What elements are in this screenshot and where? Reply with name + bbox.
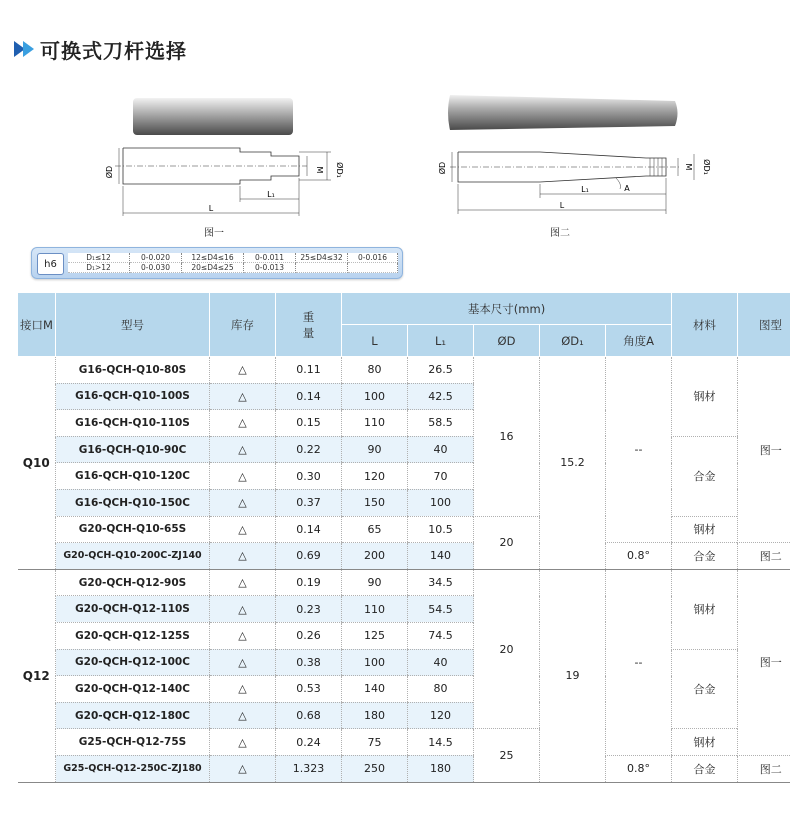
stock-cell: △: [210, 463, 276, 490]
stock-cell: △: [210, 649, 276, 676]
stock-cell: △: [210, 410, 276, 437]
model-cell: G16-QCH-Q10-110S: [56, 410, 210, 437]
fig2-dim-d1: ØD₁: [702, 159, 711, 175]
d-cell: 25: [474, 729, 540, 782]
fig2-dim-m: M: [684, 163, 693, 171]
weight-cell: 0.68: [276, 702, 342, 729]
tolerance-cell: [348, 263, 398, 273]
d1-cell: 15.2: [540, 357, 606, 570]
table-row: [18, 649, 790, 676]
material-cell: 合金: [672, 543, 738, 570]
header-l1: L₁: [408, 325, 474, 357]
weight-cell: 0.26: [276, 622, 342, 649]
model-cell: G16-QCH-Q10-120C: [56, 463, 210, 490]
figure-1: [95, 92, 355, 222]
l-cell: 90: [342, 436, 408, 463]
model-cell: G20-QCH-Q10-200C-ZJ140: [56, 543, 210, 570]
weight-cell: 0.19: [276, 569, 342, 596]
l-cell: 180: [342, 702, 408, 729]
l-cell: 100: [342, 383, 408, 410]
model-cell: G16-QCH-Q10-150C: [56, 489, 210, 516]
l1-cell: 140: [408, 543, 474, 570]
fig1-dim-d: ØD: [105, 165, 114, 179]
interface-q10: Q10: [18, 357, 56, 570]
tolerance-cell: 25≤D4≤32: [296, 253, 348, 263]
l-cell: 140: [342, 676, 408, 703]
model-cell: G25-QCH-Q12-250C-ZJ180: [56, 755, 210, 782]
fig2-dim-d: ØD: [438, 161, 447, 175]
model-cell: G20-QCH-Q12-100C: [56, 649, 210, 676]
table-row: [18, 436, 790, 463]
angle-cell: 0.8°: [606, 755, 672, 782]
figure-cell: 图一: [738, 569, 790, 755]
stock-cell: △: [210, 436, 276, 463]
l1-cell: 40: [408, 649, 474, 676]
fig2-dim-l1: L₁: [581, 185, 589, 194]
header-model: 型号: [56, 293, 210, 357]
header-figure: 图型: [738, 293, 790, 357]
l-cell: 75: [342, 729, 408, 756]
l-cell: 200: [342, 543, 408, 570]
tolerance-class: h6: [37, 253, 64, 275]
material-cell: 合金: [672, 755, 738, 782]
material-cell: 钢材: [672, 729, 738, 756]
header-l: L: [342, 325, 408, 357]
model-cell: G25-QCH-Q12-75S: [56, 729, 210, 756]
l1-cell: 80: [408, 676, 474, 703]
l1-cell: 70: [408, 463, 474, 490]
stock-cell: △: [210, 755, 276, 782]
weight-cell: 0.14: [276, 383, 342, 410]
stock-cell: △: [210, 543, 276, 570]
fig1-dim-d1: ØD₁: [335, 162, 344, 178]
fig1-dim-l: L: [208, 204, 214, 213]
l1-cell: 34.5: [408, 569, 474, 596]
figure-1-caption: 图一: [204, 228, 224, 239]
tolerance-cell: [296, 263, 348, 273]
fig1-dim-l1: L₁: [267, 190, 275, 199]
stock-cell: △: [210, 596, 276, 623]
interface-q12: Q12: [18, 569, 56, 782]
table-row: [18, 569, 790, 596]
d-cell: 20: [474, 569, 540, 729]
stock-cell: △: [210, 383, 276, 410]
weight-cell: 0.24: [276, 729, 342, 756]
figure-2-drawing: [430, 88, 720, 223]
l-cell: 250: [342, 755, 408, 782]
l-cell: 100: [342, 649, 408, 676]
tolerance-cell: 0-0.030: [130, 263, 182, 273]
model-cell: G20-QCH-Q12-180C: [56, 702, 210, 729]
fig2-dim-a: A: [624, 184, 630, 193]
d-cell: 20: [474, 516, 540, 569]
fig2-dim-l: L: [559, 201, 565, 210]
table-row: [18, 516, 790, 543]
stock-cell: △: [210, 702, 276, 729]
tolerance-cell: D₁≤12: [68, 253, 130, 263]
page-title: [14, 36, 187, 62]
model-cell: G16-QCH-Q10-80S: [56, 357, 210, 384]
angle-cell: 0.8°: [606, 543, 672, 570]
header-d1: ØD₁: [540, 325, 606, 357]
header-weight: 重量: [276, 293, 342, 357]
header-d: ØD: [474, 325, 540, 357]
table-row: [18, 357, 790, 384]
weight-cell: 0.53: [276, 676, 342, 703]
weight-cell: 0.11: [276, 357, 342, 384]
tolerance-cell: 0-0.011: [244, 253, 296, 263]
l1-cell: 100: [408, 489, 474, 516]
l-cell: 90: [342, 569, 408, 596]
tolerance-cell: 0-0.016: [348, 253, 398, 263]
figure-1-drawing: [95, 92, 355, 222]
weight-cell: 1.323: [276, 755, 342, 782]
l1-cell: 74.5: [408, 622, 474, 649]
l1-cell: 42.5: [408, 383, 474, 410]
l-cell: 150: [342, 489, 408, 516]
l-cell: 110: [342, 596, 408, 623]
l1-cell: 54.5: [408, 596, 474, 623]
header-stock: 库存: [210, 293, 276, 357]
page-title-text: 可换式刀杆选择: [40, 38, 187, 63]
figure-2-caption: 图二: [550, 228, 570, 239]
d-cell: 16: [474, 357, 540, 517]
weight-cell: 0.30: [276, 463, 342, 490]
header-basic-dims: 基本尺寸(mm): [342, 293, 672, 325]
l1-cell: 58.5: [408, 410, 474, 437]
header-angle: 角度A: [606, 325, 672, 357]
figure-cell: 图一: [738, 357, 790, 543]
weight-cell: 0.37: [276, 489, 342, 516]
material-cell: 钢材: [672, 357, 738, 437]
model-cell: G20-QCH-Q10-65S: [56, 516, 210, 543]
tolerance-cell: 20≤D4≤25: [182, 263, 244, 273]
stock-cell: △: [210, 622, 276, 649]
header-material: 材料: [672, 293, 738, 357]
model-cell: G20-QCH-Q12-110S: [56, 596, 210, 623]
table-row: [18, 729, 790, 756]
l1-cell: 40: [408, 436, 474, 463]
d1-cell: 19: [540, 569, 606, 782]
figure-2: [430, 88, 720, 223]
fig1-dim-m: M: [315, 166, 324, 174]
weight-cell: 0.14: [276, 516, 342, 543]
angle-cell: --: [606, 569, 672, 755]
model-cell: G16-QCH-Q10-90C: [56, 436, 210, 463]
model-cell: G20-QCH-Q12-125S: [56, 622, 210, 649]
tapered-shank-image: [448, 95, 678, 130]
shank-image: [133, 98, 293, 135]
model-cell: G20-QCH-Q12-90S: [56, 569, 210, 596]
stock-cell: △: [210, 489, 276, 516]
material-cell: 合金: [672, 649, 738, 729]
l1-cell: 120: [408, 702, 474, 729]
l1-cell: 10.5: [408, 516, 474, 543]
tolerance-cell: 12≤D4≤16: [182, 253, 244, 263]
l-cell: 125: [342, 622, 408, 649]
weight-cell: 0.38: [276, 649, 342, 676]
material-cell: 钢材: [672, 516, 738, 543]
tolerance-panel: [31, 247, 403, 279]
l-cell: 120: [342, 463, 408, 490]
l-cell: 80: [342, 357, 408, 384]
l1-cell: 14.5: [408, 729, 474, 756]
tolerance-grid: [68, 253, 398, 273]
weight-cell: 0.23: [276, 596, 342, 623]
weight-cell: 0.22: [276, 436, 342, 463]
tolerance-cell: 0-0.020: [130, 253, 182, 263]
l1-cell: 180: [408, 755, 474, 782]
stock-cell: △: [210, 676, 276, 703]
material-cell: 钢材: [672, 569, 738, 649]
material-cell: 合金: [672, 436, 738, 516]
weight-cell: 0.69: [276, 543, 342, 570]
header-interface: 接口M: [18, 293, 56, 357]
angle-cell: --: [606, 357, 672, 543]
stock-cell: △: [210, 516, 276, 543]
tolerance-cell: D₁>12: [68, 263, 130, 273]
stock-cell: △: [210, 569, 276, 596]
model-cell: G16-QCH-Q10-100S: [56, 383, 210, 410]
weight-cell: 0.15: [276, 410, 342, 437]
figure-cell: 图二: [738, 755, 790, 782]
spec-table: [17, 292, 790, 783]
table-row: [18, 755, 790, 782]
stock-cell: △: [210, 729, 276, 756]
model-cell: G20-QCH-Q12-140C: [56, 676, 210, 703]
table-row: [18, 543, 790, 570]
title-arrow-icon: [14, 41, 34, 57]
tolerance-cell: 0-0.013: [244, 263, 296, 273]
figure-cell: 图二: [738, 543, 790, 570]
stock-cell: △: [210, 357, 276, 384]
l-cell: 65: [342, 516, 408, 543]
l1-cell: 26.5: [408, 357, 474, 384]
l-cell: 110: [342, 410, 408, 437]
